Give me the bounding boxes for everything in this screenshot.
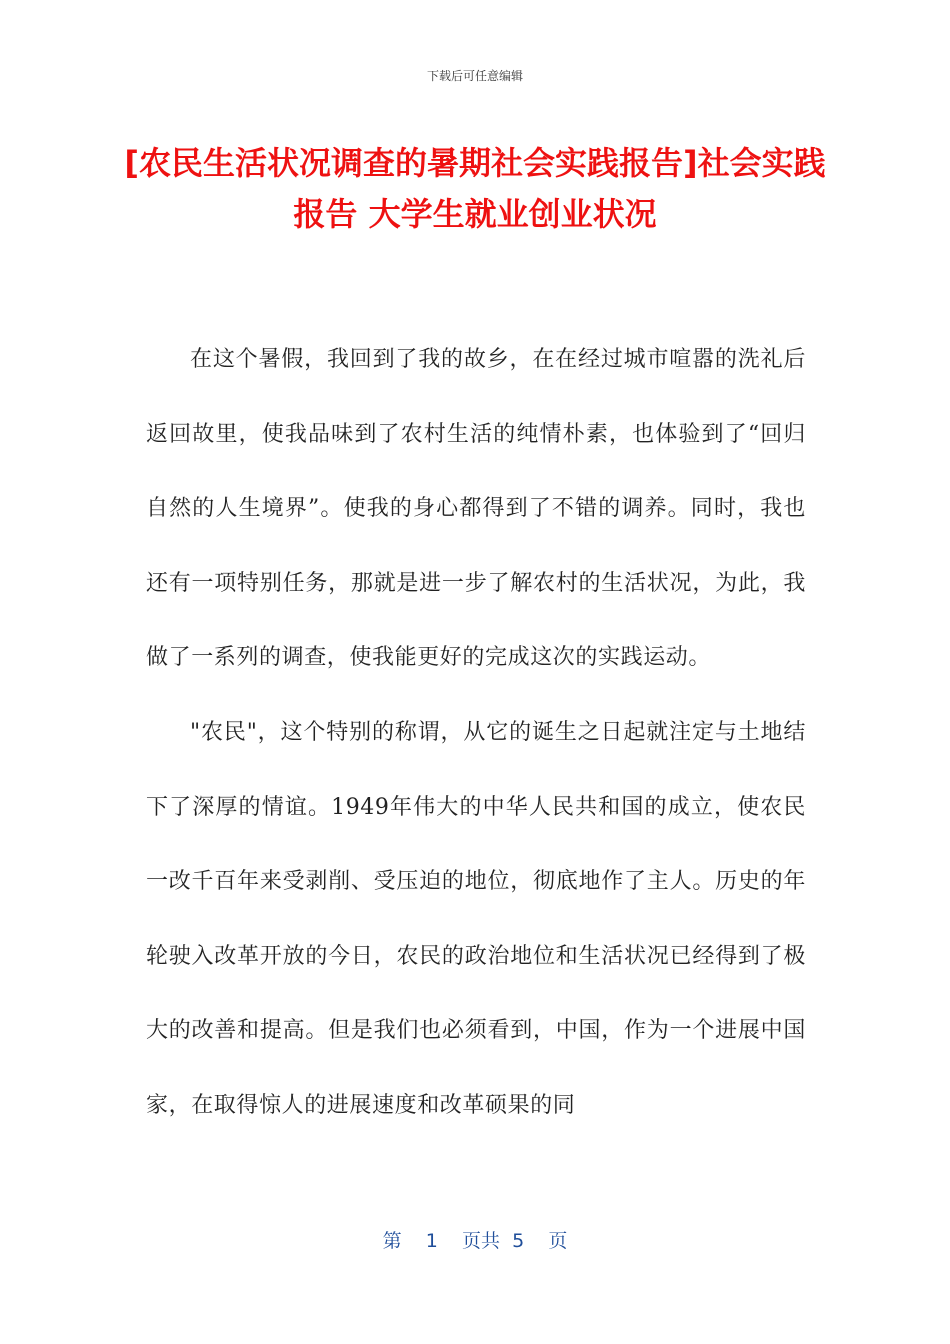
footer-label-post: 页 bbox=[548, 1230, 568, 1252]
paragraph-2: "农民"，这个特别的称谓，从它的诞生之日起就注定与土地结下了深厚的情谊。1949年伟大的中华人民共和国的成立，使农民一改千百年来受剥削、受压迫的地位，彻底地作了主人。历史的年轮驶入改革开放的今日，农民的政治地位和生活状况已经得到了极大的改善和提高。但是我们也必须看到，中国，作为一个进展中国家，在取得惊人的进展速度和改革硕果的同 bbox=[146, 719, 806, 1118]
document-body bbox=[146, 323, 806, 1144]
footer-label-mid: 页共 bbox=[462, 1230, 501, 1252]
current-page-number: 1 bbox=[425, 1230, 438, 1252]
document-title: [农民生活状况调查的暑期社会实践报告]社会实践报告 大学生就业创业状况 bbox=[124, 144, 826, 233]
total-pages-number: 5 bbox=[512, 1230, 525, 1252]
paragraph-1: 在这个暑假，我回到了我的故乡，在在经过城市喧嚣的洗礼后返回故里，使我品味到了农村生活的纯情朴素，也体验到了“回归自然的人生境界”。使我的身心都得到了不错的调养。同时，我也还有一项特别任务，那就是进一步了解农村的生活状况，为此，我做了一系列的调查，使我能更好的完成这次的实践运动。 bbox=[146, 347, 806, 671]
header-note: 下载后可任意编辑 bbox=[426, 69, 523, 83]
footer-label-pre: 第 bbox=[382, 1230, 402, 1252]
page-footer bbox=[0, 1226, 950, 1253]
